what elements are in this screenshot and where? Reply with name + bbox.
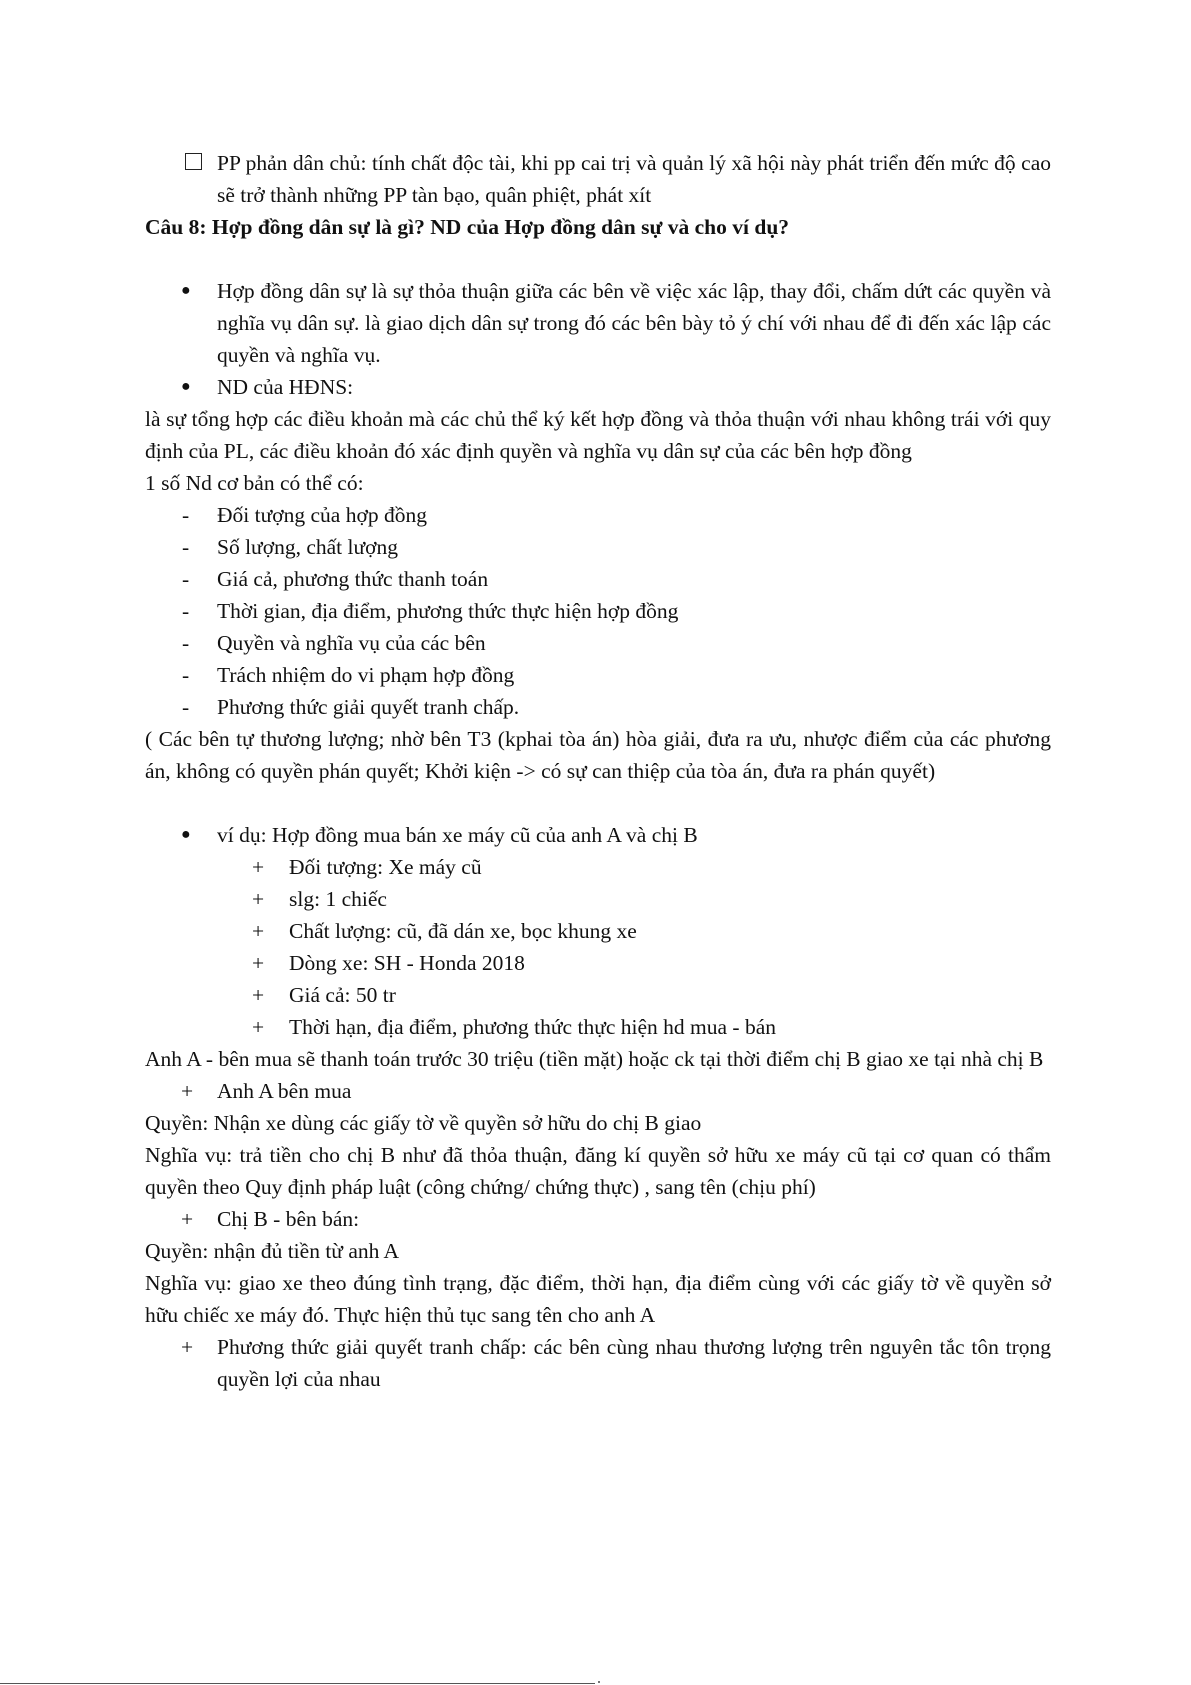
plus-icon: + [181,1079,194,1103]
bullet-icon: ● [181,282,191,299]
plus-icon: + [252,983,265,1007]
bullet-definition-text: Hợp đồng dân sự là sự thỏa thuận giữa các bên về việc xác lập, thay đổi, chấm dứt các quyền và nghĩa vụ dân sự. là giao dịch dân sự trong đó các bên bày tỏ ý chí với nhau để đi đến xác lập các quyền và nghĩa vụ. [217,279,1051,367]
dispute-note: ( Các bên tự thương lượng; nhờ bên T3 (kphai tòa án) hòa giải, đưa ra ưu, nhược điểm của các phương án, không có quyền phán quyết; Khởi kiện -> có sự can thiệp của tòa án, đưa ra phán quyết) [145,727,1051,783]
question-heading: Câu 8: Hợp đồng dân sự là gì? ND của Hợp đồng dân sự và cho ví dụ? [145,215,790,239]
bullet-content-heading [145,371,1051,403]
dash-icon: - [182,599,190,623]
seller-rights: Quyền: nhận đủ tiền từ anh A [145,1239,400,1263]
plus-icon: + [252,919,265,943]
example-item: + slg: 1 chiếc [145,883,1051,915]
bullet-icon: ● [181,378,191,395]
bullet-definition [145,275,1051,371]
bullet-example-text: ví dụ: Hợp đồng mua bán xe máy cũ của anh A và chị B [217,823,698,847]
dispute-method: + Phương thức giải quyết tranh chấp: các bên cùng nhau thương lượng trên nguyên tắc tôn trọng quyền lợi của nhau [145,1331,1051,1395]
checkbox-item [145,147,1051,211]
list-item: - Trách nhiệm do vi phạm hợp đồng [145,659,1051,691]
footer-rule [0,1683,595,1684]
list-item: - Giá cả, phương thức thanh toán [145,563,1051,595]
bullet-icon: ● [181,826,191,843]
buyer-rights: Quyền: Nhận xe dùng các giấy tờ về quyền sở hữu do chị B giao [145,1111,702,1135]
plus-icon: + [252,887,265,911]
example-item: + Thời hạn, địa điểm, phương thức thực hiện hd mua - bán [145,1011,1051,1043]
dash-icon: - [182,567,190,591]
example-item: + Dòng xe: SH - Honda 2018 [145,947,1051,979]
checkbox-item-text: PP phản dân chủ: tính chất độc tài, khi pp cai trị và quản lý xã hội này phát triển đến mức độ cao sẽ trở thành những PP tàn bạo, quân phiệt, phát xít [217,151,1051,207]
dash-icon: - [182,535,190,559]
payment-text: Anh A - bên mua sẽ thanh toán trước 30 triệu (tiền mặt) hoặc ck tại thời điểm chị B giao xe tại nhà chị B [145,1047,1044,1071]
example-item: + Đối tượng: Xe máy cũ [145,851,1051,883]
dash-icon: - [182,503,190,527]
footer-tick [598,1681,600,1683]
list-item: - Đối tượng của hợp đồng [145,499,1051,531]
checkbox-icon[interactable] [185,153,202,170]
bullet-content-heading-text: ND của HĐNS: [217,375,354,399]
bullet-example [145,819,1051,851]
dash-icon: - [182,695,190,719]
plus-icon: + [181,1335,194,1359]
list-item: - Quyền và nghĩa vụ của các bên [145,627,1051,659]
plus-icon: + [252,951,265,975]
example-item: + Chất lượng: cũ, đã dán xe, bọc khung xe [145,915,1051,947]
dash-icon: - [182,663,190,687]
buyer-label: + Anh A bên mua [145,1075,1051,1107]
list-item: - Phương thức giải quyết tranh chấp. [145,691,1051,723]
list-item: - Thời gian, địa điểm, phương thức thực hiện hợp đồng [145,595,1051,627]
plus-icon: + [181,1207,194,1231]
plus-icon: + [252,855,265,879]
dash-icon: - [182,631,190,655]
content-paragraph: là sự tổng hợp các điều khoản mà các chủ thể ký kết hợp đồng và thỏa thuận với nhau không trái với quy định của PL, các điều khoản đó xác định quyền và nghĩa vụ dân sự của các bên hợp đồng [145,407,1051,463]
seller-label: + Chị B - bên bán: [145,1203,1051,1235]
seller-duties: Nghĩa vụ: giao xe theo đúng tình trạng, đặc điểm, thời hạn, địa điểm cùng với các giấy tờ về quyền sở hữu chiếc xe máy đó. Thực hiện thủ tục sang tên cho anh A [145,1271,1051,1327]
basic-intro: 1 số Nd cơ bản có thể có: [145,471,364,495]
list-item: - Số lượng, chất lượng [145,531,1051,563]
document-body [145,147,1051,1395]
plus-icon: + [252,1015,265,1039]
buyer-duties: Nghĩa vụ: trả tiền cho chị B như đã thỏa thuận, đăng kí quyền sở hữu xe máy cũ tại cơ quan có thẩm quyền theo Quy định pháp luật (công chứng/ chứng thực) , sang tên (chịu phí) [145,1143,1051,1199]
example-item: + Giá cả: 50 tr [145,979,1051,1011]
